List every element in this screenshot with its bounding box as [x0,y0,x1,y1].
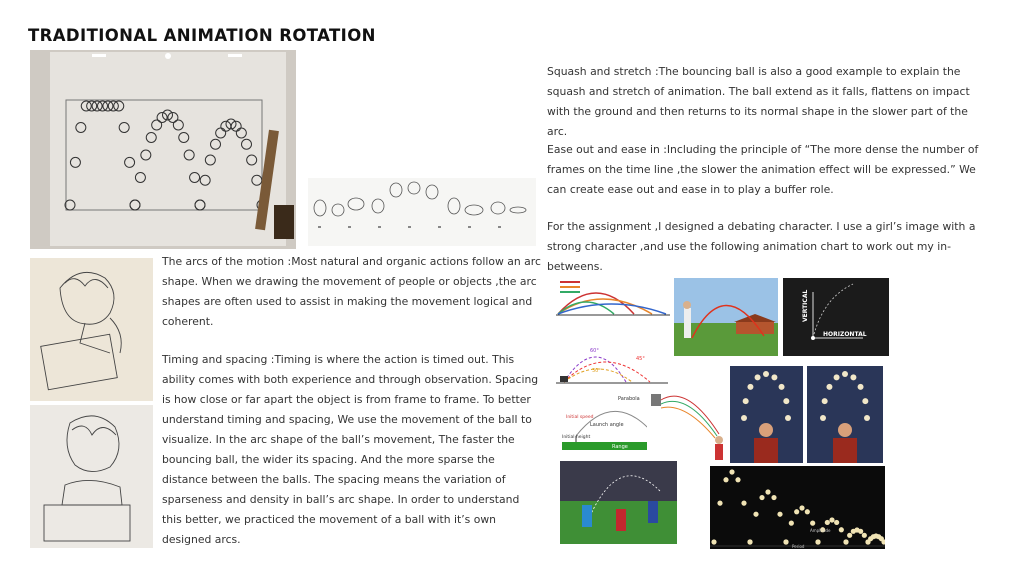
arcs-paragraph: The arcs of the motion :Most natural and organic actions follow an arc shape. When we drawing the movement of people or objects ,the arc shapes are often used to assist in making the movement logical and coherent. [162,255,541,328]
angle-30-label: 30° [592,368,601,374]
juggled-ball [826,384,832,390]
juggled-ball [842,371,848,377]
amplitude-label: Amplitude [810,528,831,533]
bounce-ball [847,533,852,538]
juggled-ball [771,374,777,380]
juggled-ball [858,384,864,390]
initial-height-label: Initial height [562,435,591,440]
juggled-ball [741,415,747,421]
bounce-ball [815,539,820,544]
bounce-ball [735,477,740,482]
juggler-photo-1 [730,366,803,463]
timing-spacing-paragraph: Timing and spacing :Timing is where the action is timed out. This ability comes with both experience and through observation. Spacing is how close or far apart the object is from frame to frame. To better understand timing and spacing, We use the movement of the ball to visualize. In the arc shape of the ball’s movement, The faster the bouncing ball, the wider its spacing. And the more sparse the distance between the balls. The spacing means the variation of sparseness and density in ball’s arc shape. In order to understand this better, we practiced the movement of a ball with it’s own designed arcs. [162,353,539,546]
launch-angle-label: Launch angle [590,422,624,428]
ball-arc-drawing-photo [30,50,296,249]
juggled-ball [763,371,769,377]
page-title: TRADITIONAL ANIMATION ROTATION [28,26,376,45]
juggled-ball [785,415,791,421]
bounce-ball [723,477,728,482]
bounce-ball [794,509,799,514]
parabola-label: Parabola [618,396,640,402]
juggled-ball [862,398,868,404]
character-sketch-2 [30,405,153,548]
bounce-ball [777,512,782,517]
bounce-ball [783,539,788,544]
bounce-ball [834,520,839,525]
bounce-ball [747,539,752,544]
squash-stretch-paragraph: Squash and stretch :The bouncing ball is also a good example to explain the squash and stretch of animation. The ball extend as it falls, flattens on impact with the ground and then returns to its normal shape in the slower part of the arc. [547,65,970,138]
juggled-ball [779,384,785,390]
juggled-ball [783,398,789,404]
bounce-ball [771,495,776,500]
juggled-ball [747,384,753,390]
squash-stretch-sketch [308,178,536,246]
ease-paragraph: Ease out and ease in :Including the principle of “The more dense the number of frames on the time line ,the slower the animation effect will be expressed.” We can create ease out and ease in to play a buffer role. [547,143,979,196]
basketball-arcs [647,384,729,466]
bounce-ball [839,527,844,532]
bounce-ball [805,509,810,514]
bounce-ball [789,521,794,526]
horizontal-label: HORIZONTAL [823,331,867,338]
bounce-ball [858,529,863,534]
bounce-ball [753,512,758,517]
bounce-ball [711,539,716,544]
juggled-ball [864,415,870,421]
vertical-label: VERTICAL [802,289,809,322]
juggled-ball [743,398,749,404]
angle-60-label: 60° [590,348,599,354]
angle-45-label: 45° [636,356,645,362]
character-sketch-1 [30,258,153,401]
soccer-photo [560,461,677,544]
juggler-photo-2 [807,366,883,463]
bounce-ball [765,489,770,494]
initial-speed-label: Initial speed [566,415,594,420]
juggled-ball [850,374,856,380]
bounce-ball [717,501,722,506]
period-label: Period [792,544,805,549]
bounce-ball [825,520,830,525]
velocity-components-diagram [783,278,889,356]
bounce-ball [741,501,746,506]
juggled-ball [822,398,828,404]
bounce-ball [829,517,834,522]
range-label: Range [612,444,628,450]
bounce-ball [759,495,764,500]
bounce-ball [729,469,734,474]
bounce-ball [862,533,867,538]
arc-trajectories-chart [556,278,670,318]
launch-angle-arcs [556,342,668,386]
juggled-ball [834,374,840,380]
assignment-paragraph: For the assignment ,I designed a debating character. I use a girl’s image with a strong character ,and use the following animation chart to work out my in-betweens. [547,220,976,273]
golfer-photo [674,278,778,356]
bounce-ball [843,539,848,544]
bouncing-ball-sequence-photo [710,466,885,549]
bounce-ball [799,505,804,510]
juggled-ball [755,374,761,380]
juggled-ball [820,415,826,421]
bounce-ball [810,521,815,526]
